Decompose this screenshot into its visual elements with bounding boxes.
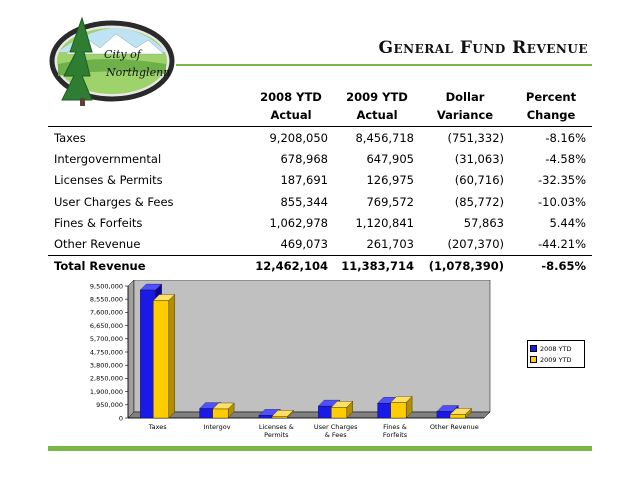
chart-floor: [128, 412, 490, 418]
column-header-change: Percent Change: [525, 90, 577, 122]
value-2008: 469,073: [280, 237, 328, 252]
x-tick-label: Intergov: [203, 423, 231, 431]
row-label: User Charges & Fees: [54, 194, 174, 209]
value-change: 5.44%: [549, 215, 586, 230]
bar-side: [169, 294, 175, 418]
header-blank: [48, 86, 248, 127]
table-header-row: [48, 86, 592, 127]
value-2008: 678,968: [280, 151, 328, 166]
bar-2009: [213, 409, 228, 418]
y-tick-label: 5,700,000: [89, 335, 123, 344]
value-variance: (751,332): [447, 130, 504, 145]
value-change: -8.16%: [545, 130, 586, 145]
bar-2009: [153, 300, 168, 418]
value-change: -4.58%: [545, 151, 586, 166]
chart-side-wall: [128, 280, 134, 418]
value-change: -32.35%: [538, 173, 586, 188]
x-tick-label: Other Revenue: [429, 423, 479, 431]
value-2009: 647,905: [366, 151, 414, 166]
y-tick-label: 3,800,000: [89, 361, 123, 370]
row-label: Intergovernmental: [54, 151, 162, 166]
bar-2009: [331, 407, 346, 418]
value-2009: 1,120,841: [355, 215, 414, 230]
row-label: Other Revenue: [54, 237, 141, 252]
table-row: [48, 170, 592, 191]
value-2008: 187,691: [280, 173, 328, 188]
x-tick-label: Taxes: [148, 423, 167, 431]
y-tick-label: 7,600,000: [89, 308, 123, 317]
value-2008: 9,208,050: [269, 130, 328, 145]
value-2008: 855,344: [280, 194, 328, 209]
bar-2009: [450, 414, 465, 418]
x-tick-label: Fines &: [383, 423, 407, 431]
table-row: [48, 191, 592, 212]
value-change: -10.03%: [538, 194, 586, 209]
y-tick-label: 4,750,000: [89, 348, 123, 357]
y-tick-label: 2,850,000: [89, 374, 123, 383]
legend-swatch-2009: [530, 356, 537, 363]
value-variance: 57,863: [463, 215, 504, 230]
total-label: Total Revenue: [48, 255, 248, 277]
value-2009: 261,703: [366, 237, 414, 252]
legend-item-2009: [530, 354, 582, 365]
column-header-2009: 2009 YTD Actual: [346, 90, 408, 122]
y-tick-label: 1,900,000: [89, 387, 123, 396]
legend-swatch-2008: [530, 345, 537, 352]
page-title: General Fund Revenue: [378, 38, 588, 58]
column-header-variance: Dollar Variance: [436, 90, 494, 122]
value-2009: 126,975: [366, 173, 414, 188]
value-variance: (60,716): [454, 173, 504, 188]
footer-divider: [48, 446, 592, 451]
value-2008: 1,062,978: [269, 215, 328, 230]
table-row: [48, 127, 592, 149]
table-row: [48, 233, 592, 255]
value-change: -44.21%: [538, 237, 586, 252]
total-variance: (1,078,390): [420, 255, 510, 277]
x-tick-label: Licenses &: [258, 423, 294, 431]
chart-back-wall: [134, 280, 490, 412]
logo-text-bottom: Northglenn: [106, 66, 171, 79]
total-2009: 11,383,714: [334, 255, 420, 277]
total-2008: 12,462,104: [248, 255, 334, 277]
x-tick-label: & Fees: [324, 431, 347, 439]
row-label: Fines & Forfeits: [54, 215, 143, 230]
header-divider: [176, 64, 592, 66]
y-tick-label: 9,500,000: [89, 282, 123, 291]
value-2009: 8,456,718: [355, 130, 414, 145]
legend-item-2008: [530, 343, 582, 354]
legend-label-2009: 2009 YTD: [540, 355, 572, 364]
value-variance: (85,772): [454, 194, 504, 209]
revenue-bar-chart: [78, 280, 498, 448]
value-variance: (207,370): [447, 237, 504, 252]
bar-2009: [391, 402, 406, 418]
table-row: [48, 212, 592, 233]
total-change: -8.65%: [510, 255, 592, 277]
bar-2009: [272, 416, 287, 418]
column-header-2008: 2008 YTD Actual: [260, 90, 322, 122]
value-2009: 769,572: [366, 194, 414, 209]
legend-label-2008: 2008 YTD: [540, 344, 572, 353]
revenue-table: [48, 86, 592, 277]
logo-text-top: City of: [104, 48, 141, 61]
y-tick-label: 0: [118, 414, 123, 423]
row-label: Taxes: [54, 130, 86, 145]
y-tick-label: 6,650,000: [89, 321, 123, 330]
chart-legend: [527, 340, 585, 368]
y-tick-label: 8,550,000: [89, 295, 123, 304]
y-tick-label: 950,000: [96, 401, 123, 410]
total-row: [48, 255, 592, 277]
x-tick-label: Forfeits: [382, 431, 408, 439]
row-label: Licenses & Permits: [54, 173, 163, 188]
value-variance: (31,063): [454, 151, 504, 166]
x-tick-label: Permits: [264, 431, 289, 439]
table-row: [48, 148, 592, 169]
x-tick-label: User Charges: [313, 423, 358, 431]
